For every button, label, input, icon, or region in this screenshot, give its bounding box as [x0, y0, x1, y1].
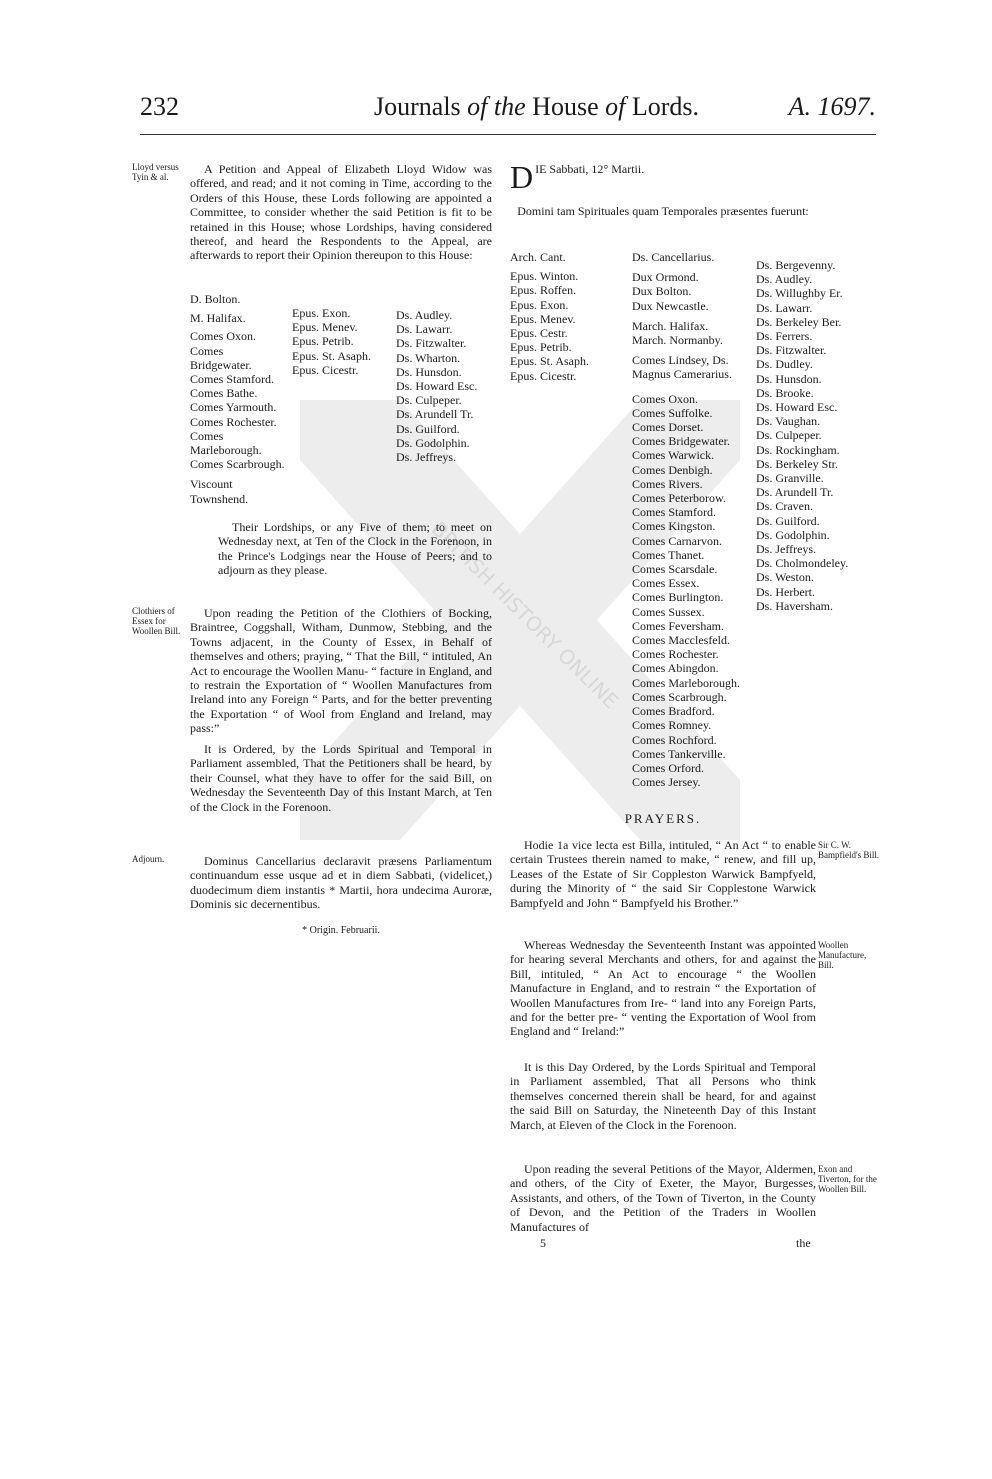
list-item: Ds. Berkeley Ber.: [756, 314, 842, 329]
list-item: Comes Romney.: [632, 718, 712, 733]
year: A. 1697.: [788, 92, 876, 121]
bampfield-block: [510, 838, 816, 910]
list-item: Ds. Culpeper.: [396, 393, 462, 408]
list-item: Comes Essex.: [632, 576, 700, 591]
list-item: D. Bolton.: [190, 292, 241, 306]
list-item: Ds. Fitzwalter.: [756, 343, 827, 358]
list-item: Comes Rochester.: [632, 647, 719, 662]
list-item: Ds. Weston.: [756, 570, 814, 585]
attendance-bishops: [510, 250, 630, 383]
list-item: Comes Bathe.: [190, 386, 258, 401]
margin-note-lloyd: Lloyd versus Tyin & al.: [132, 162, 179, 182]
list-item: Ds. Howard Esc.: [756, 400, 838, 415]
list-item: Comes Stamford.: [632, 505, 716, 520]
list-item: Dux Ormond.: [632, 270, 699, 285]
list-item: Ds. Willughby Er.: [756, 286, 843, 301]
list-item: Epus. Menev.: [292, 320, 358, 335]
attendance-temporal: [632, 250, 754, 789]
bampfield-paragraph: Hodie 1a vice lecta est Billa, intituled, “ An Act “ to enable certain Trustees therein named to make, “ renew, and fill up, Leases of the Estate of Sir Coppleston Warwick Bampfyeld, during the Minority of “ the said Sir Copplestone Warwick Bampfyeld and John “ Bampfyeld his Brother.”: [510, 838, 816, 910]
list-item: Ds. Hunsdon.: [756, 371, 822, 386]
list-item: M. Halifax.: [190, 311, 246, 326]
list-item: Ds. Lawarr.: [396, 322, 453, 337]
list-item: March. Halifax.: [632, 318, 709, 333]
list-item: Ds. Craven.: [756, 499, 813, 514]
list-item: Comes Rochester.: [190, 414, 277, 429]
list-item: Comes Oxon.: [632, 391, 698, 406]
list-item: Comes Abingdon.: [632, 661, 719, 676]
list-item: Ds. Vaughan.: [756, 414, 821, 429]
list-item: Ds. Fitzwalter.: [396, 336, 467, 351]
page-number: 232: [140, 92, 179, 121]
list-item: Ds. Guilford.: [396, 421, 460, 436]
committee-list-temporal: [190, 292, 290, 506]
list-item: Ds. Jeffreys.: [396, 450, 457, 465]
exon-block: [510, 1162, 816, 1234]
list-item: Comes Peterborow.: [632, 491, 726, 506]
margin-note-adjourn: Adjourn.: [132, 854, 165, 864]
sitting-date: IE Sabbati, 12° Martii.: [535, 162, 645, 176]
list-item: Ds. Rockingham.: [756, 442, 840, 457]
list-item: Comes Carnarvon.: [632, 533, 722, 548]
attendance-heading: [510, 204, 816, 218]
list-item: Ds. Lawarr.: [756, 300, 813, 315]
prayers-heading: [510, 812, 816, 826]
list-item: Ds. Granville.: [756, 471, 824, 486]
list-item: Ds. Godolphin.: [756, 527, 830, 542]
list-item: Epus. St. Asaph.: [292, 348, 372, 363]
list-item: Epus. Exon.: [510, 297, 569, 312]
meeting-block: [218, 520, 492, 578]
attendance-barons: [756, 258, 880, 613]
woollen-paragraph: Whereas Wednesday the Seventeenth Instant was appointed for hearing several Merchants and others, for and against the Bill, intituled, “ An Act to encourage “ the Woollen Manufacture in England, and to restrain “ the Exportation of Woollen Manufactures from Ire- “ land into any Foreign Parts, and for the better pre- “ venting the Exportation of Wool from England and “ Ireland:”: [510, 938, 816, 1039]
list-item: Ds. Wharton.: [396, 350, 461, 365]
list-item: Comes Lindsey, Ds. Magnus Camerarius.: [632, 353, 732, 382]
clothiers-paragraph: Upon reading the Petition of the Clothiers of Bocking, Braintree, Coggshall, Witham, Dunmow, Stebbing, and the Towns adjacent, in the County of Essex, in Behalf of themselves and others; praying, “ That the Bill, “ intituled, An Act to encourage the Woollen Manu- “ facture in England, and to restrain the Exportation of “ Woollen Manufactures from Ireland into any Foreign “ Parts, and for the better preventing the Exportation “ of Wool from England and Ireland, may pass:”: [190, 606, 492, 736]
list-item: Comes Marleborough.: [632, 675, 740, 690]
list-item: Comes Yarmouth.: [190, 400, 277, 415]
list-item: Ds. Bergevenny.: [756, 258, 836, 272]
list-item: March. Normanby.: [632, 333, 723, 348]
list-item: Epus. Exon.: [292, 306, 351, 320]
list-item: Comes Scarbrough.: [190, 457, 285, 472]
list-item: Ds. Audley.: [396, 308, 453, 322]
list-item: Viscount Townshend.: [190, 477, 249, 506]
list-item: Comes Rivers.: [632, 476, 703, 491]
list-item: Ds. Brooke.: [756, 385, 814, 400]
list-item: Comes Scarsdale.: [632, 562, 718, 577]
list-item: Comes Warwick.: [632, 448, 715, 463]
running-header: [140, 92, 876, 132]
list-item: Comes Bridgewater.: [190, 343, 252, 372]
list-item: Comes Marleborough.: [190, 428, 262, 458]
list-item: Comes Stamford.: [190, 372, 274, 387]
list-item: Arch. Cant.: [510, 250, 566, 264]
list-item: Dux Bolton.: [632, 284, 692, 299]
list-item: Ds. Haversham.: [756, 598, 833, 613]
signature-mark: 5: [540, 1236, 546, 1250]
list-item: Comes Scarbrough.: [632, 689, 727, 704]
adjourn-block: [190, 854, 492, 912]
ordered-paragraph-left: It is Ordered, by the Lords Spiritual and Temporal in Parliament assembled, That the Petitioners shall be heard, by their Counsel, what they have to offer for the said Bill, on Wednesday the Seventeenth Day of this Instant March, at Ten of the Clock in the Forenoon.: [190, 742, 492, 814]
watermark-text: BRITISH HISTORY ONLINE: [426, 516, 624, 714]
catchword: the: [796, 1236, 811, 1250]
list-item: Comes Oxon.: [190, 329, 256, 344]
list-item: Ds. Dudley.: [756, 357, 813, 372]
exon-paragraph: Upon reading the several Petitions of the Mayor, Aldermen, and others, of the City of Exeter, the Mayor, Burgesses, Assistants, and others, of the Town of Tiverton, in the County of Devon, and the Petition of the Traders in Woollen Manufactures of: [510, 1162, 816, 1234]
list-item: Comes Jersey.: [632, 775, 701, 790]
list-item: Comes Tankerville.: [632, 746, 726, 761]
list-item: Comes Macclesfeld.: [632, 633, 730, 648]
footnote-block: [190, 924, 492, 938]
list-item: Ds. Culpeper.: [756, 428, 822, 443]
committee-list-bishops: [292, 306, 392, 377]
list-item: Comes Orford.: [632, 760, 704, 775]
list-item: Ds. Berkeley Str.: [756, 456, 838, 471]
list-item: Comes Sussex.: [632, 604, 705, 619]
list-item: Ds. Guilford.: [756, 513, 820, 528]
list-item: Epus. Cicestr.: [510, 368, 577, 383]
list-item: Ds. Jeffreys.: [756, 542, 817, 557]
list-item: Comes Feversham.: [632, 618, 724, 633]
clothiers-block: [190, 606, 492, 736]
prayers-title: PRAYERS.: [624, 811, 702, 826]
list-item: Comes Bradford.: [632, 704, 715, 719]
margin-note-clothiers: Clothiers of Essex for Woollen Bill.: [132, 606, 181, 636]
list-item: Epus. Petrib.: [510, 340, 572, 355]
list-item: Ds. Ferrers.: [756, 329, 813, 344]
meeting-paragraph: Their Lordships, or any Five of them; to meet on Wednesday next, at Ten of the Clock in the Forenoon, in the Prince's Lodgings near the House of Peers; and to adjourn as they please.: [218, 520, 492, 578]
list-item: Comes Dorset.: [632, 420, 704, 435]
list-item: Ds. Howard Esc.: [396, 379, 478, 394]
domini-line: Domini tam Spirituales quam Temporales præsentes fuerunt:: [517, 204, 809, 218]
ordered-block-right: [510, 1060, 816, 1132]
adjourn-paragraph: Dominus Cancellarius declaravit præsens Parliamentum continuandum esse usque ad et in diem Sabbati, (videlicet,) duodecimum diem instantis * Martii, hora undecima Auroræ, Dominis sic decernentibus.: [190, 854, 492, 912]
list-item: Ds. Hunsdon.: [396, 364, 462, 379]
list-item: Comes Kingston.: [632, 519, 716, 534]
journal-title: Journals of the House of Lords.: [374, 92, 700, 121]
list-item: Epus. St. Asaph.: [510, 354, 590, 369]
sitting-heading: [510, 159, 816, 195]
list-item: Comes Thanet.: [632, 547, 705, 562]
list-item: Ds. Herbert.: [756, 584, 815, 599]
margin-note-woollen: Woollen Manufacture, Bill.: [818, 940, 867, 970]
margin-note-bampfield: Sir C. W. Bampfield's Bill.: [818, 840, 880, 860]
list-item: Comes Burlington.: [632, 590, 724, 605]
list-item: Ds. Cholmondeley.: [756, 556, 849, 571]
list-item: Ds. Arundell Tr.: [396, 407, 474, 422]
lloyd-paragraph: A Petition and Appeal of Elizabeth Lloyd Widow was offered, and read; and it not coming in Time, according to the Orders of this House, these Lords following are appointed a Committee, to consider whether the said Petition is fit to be retained in this House; whose Lordships, having considered thereof, and heard the Respondents to the Appeal, are afterwards to report their Opinion thereupon to this House:: [190, 162, 492, 263]
list-item: Comes Rochford.: [632, 732, 717, 747]
list-item: Comes Bridgewater.: [632, 434, 730, 449]
ordered-block-left: [190, 742, 492, 814]
list-item: Epus. Cestr.: [510, 326, 568, 341]
drop-initial: D: [510, 159, 534, 195]
header-rule: [140, 134, 876, 135]
list-item: Epus. Cicestr.: [292, 362, 359, 377]
list-item: Ds. Arundell Tr.: [756, 485, 834, 500]
footnote: * Origin. Februarii.: [302, 925, 380, 936]
woollen-block: [510, 938, 816, 1039]
list-item: Comes Suffolke.: [632, 405, 713, 420]
list-item: Ds. Audley.: [756, 272, 813, 287]
list-item: Ds. Cancellarius.: [632, 250, 715, 264]
list-item: Comes Denbigh.: [632, 462, 713, 477]
list-item: Ds. Godolphin.: [396, 435, 470, 450]
list-item: Epus. Roffen.: [510, 283, 577, 298]
margin-note-exon: Exon and Tiverton, for the Woollen Bill.: [818, 1164, 877, 1194]
list-item: Epus. Winton.: [510, 269, 579, 284]
list-item: Epus. Menev.: [510, 311, 576, 326]
list-item: Dux Newcastle.: [632, 298, 709, 313]
committee-list-barons: [396, 308, 496, 464]
ordered-paragraph-right: It is this Day Ordered, by the Lords Spiritual and Temporal in Parliament assembled, That all Persons who think themselves concerned therein shall be heard, for and against the said Bill on Saturday, the Nineteenth Day of this Instant March, at Eleven of the Clock in the Forenoon.: [510, 1060, 816, 1132]
left-column: [190, 162, 492, 263]
list-item: Epus. Petrib.: [292, 334, 354, 349]
